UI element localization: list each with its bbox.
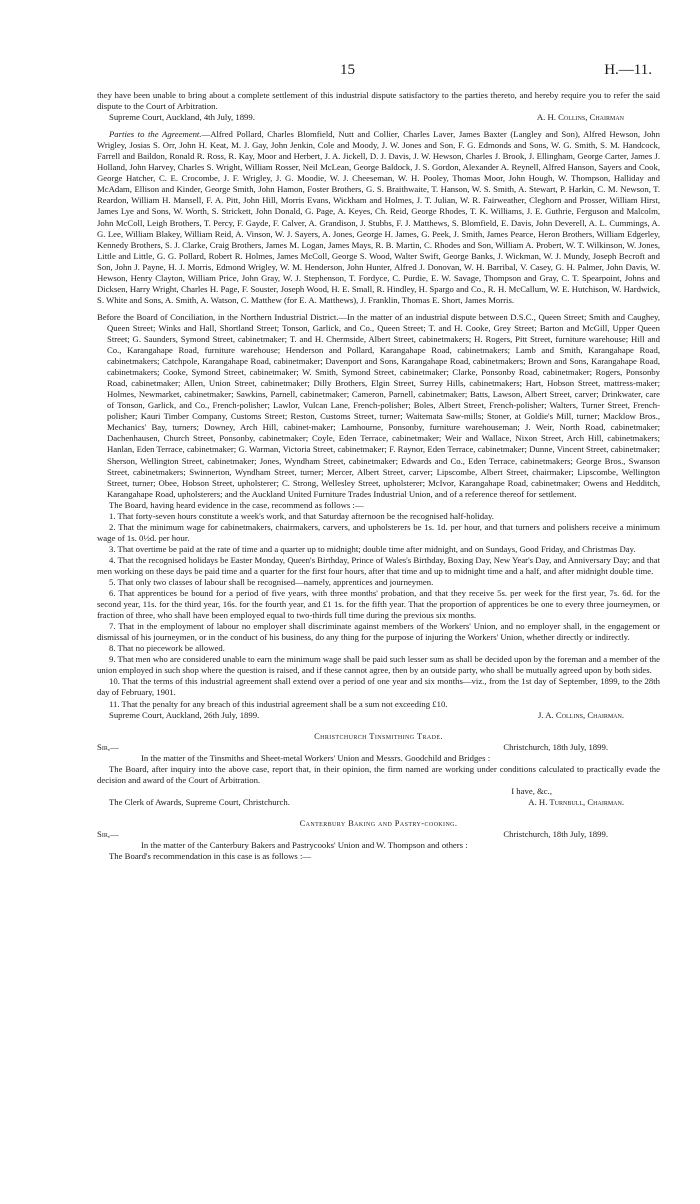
recommendation-item: 6. That apprentices be bound for a period of five years, with three months' probation, and that they receive 5s. per week for the first year, 7s. 6d. for the second year, 11s. for the third year, 16s. for the fourth year, and £1 1s. for the fifth year. That the proportion of apprentices be one to every three journeymen, or fraction of three, who shall have been employed equal to two-thirds full time during the previous six months. xyxy=(97,588,660,621)
recommendation-item: 1. That forty-seven hours constitute a week's work, and that Saturday afternoon be the recognised half-holiday. xyxy=(109,510,494,521)
paragraph-parties xyxy=(97,129,660,306)
letter-date: Christchurch, 18th July, 1899. xyxy=(503,741,608,752)
recommendation-item: 2. That the minimum wage for cabinetmakers, chairmakers, carvers, and upholsterers be 1s. 1d. per hour, and that turners and polishers receive a minimum wage of 1s. 0½d. per hour. xyxy=(97,521,660,543)
page-body xyxy=(97,90,660,862)
page-number: 15 xyxy=(340,62,355,78)
recommendation-item: 9. That men who are considered unable to earn the minimum wage shall be paid such lesser sum as shall be decided upon by the foreman and a member of the union employed in such shop where the question is raised, and if these cannot agree, then by an outside party, who shall be mutually agreed upon by both sides. xyxy=(97,654,660,676)
salutation: Sir,— xyxy=(97,741,119,752)
parties-list: —Alfred Pollard, Charles Blomfield, Nutt and Collier, Charles Laver, James Baxter (Langley and Son), Alfred Hewson, John Wrigley, Josias S. Orr, John H. Keat, M. J. Gay, John Jenkin, Cole and Moody, J. W. Jones and Son, F. G. Edmonds and Sons, W. G. Smith, S. M. Handcock, Farrell and Baildon, Ronald R. Ross, R. Kay, Moor and Herbert, J. A. Jickell, D. J. Davis, J. W. Hewson, Charles J. Brook, J. Ellingham, George Carter, James J. Holland, John Harvey, Charles S. Wright, William Rosser, Neil McLean, George Baldock, J. S. Gordon, Alexander A. Reynell, Alfred Hanson, Sayers and Cook, George Hatcher, C. E. Crocombe, J. F. Wrigley, J. G. Moodie, W. J. Cheeseman, W. H. Pooley, Thomas Moor, John Hough, W. Thompson, Halliday and McAdam, Ellison and Kinder, George Smith, John Hamon, Foster Brothers, G. S. Braithwaite, T. Hanson, W. S. Smith, A. Stewart, P. Harkin, C. M. Newson, T. Reardon, William H. Mansell, F. A. Pitt, John Hill, Morris Evans, Wickham and Holmes, J. T. Julian, W. R. Fairweather, Cleghorn and Prosser, William Hirst, James Lye and Sons, W. Worth, S. Strickett, John Donald, G. Page, A. Keyes, Ch. Reid, George Rhodes, T. K. Williams, J. E. Guthrie, Ferguson and Malcolm, John McColl, Leigh Brothers, T. Percy, F. Gayde, F. Calver, A. Grandison, J. Stubbs, F. J. Matthews, S. Blomfield, E. Davis, John Deverell, A. L. Cummings, A. G. Lee, William Blakey, William Reid, A. Vinson, W. J. Sayers, A. Jones, George H. James, G. Peek, J. Smith, James Pearce, Heron Brothers, William Edgerley, Kennedy Brothers, S. J. Clarke, Craig Brothers, James M. Logan, James Mays, R. B. Martin, C. Rhodes and Son, William A. Probert, W. T. Wilkinson, W. Jones, Little and Little, G. G. Pollard, Robert R. Holmes, James McColl, George S. Wood, Walter Swift, George Banks, J. Wickman, W. J. Mundy, Joseph Becroft and Son, John J. Payne, H. J. Morris, Edmond Wrigley, W. M. Henderson, John Hunter, Alfred J. Donovan, W. H. Barribal, V. Casey, G. H. Palmer, John Davis, W. Hewson, Henry Clayton, William Price, John Gray, W. J. Stephenson, T. Fordyce, C. Purdie, E. W. Savage, Thompson and Gray, C. T. Spearpoint, Johns and Dicksen, Harry Wright, Charles H. Page, F. Souster, Joseph Wood, H. E. Small, R. Hindley, H. Spargo and Co., R. H. McCallum, W. E. Hutchison, W. Hardwick, S. White and Sons, A. Smith, A. Watson, C. Matthew (for E. A. Matthews), J. Franklin, Thomas E. Short, James Morris. xyxy=(97,129,660,305)
signature-line xyxy=(97,797,660,808)
paragraph-before-board: Before the Board of Conciliation, in the Northern Industrial District.—In the matter of an industrial dispute between D.S.C., Queen Street; Smith and Caughey, Queen Street; Winks and Hall, Shortland Street; Tonson, Garlick, and Co., Queen Street; T. and H. Cooke, Grey Street; Barton and McGill, Upper Queen Street; G. Saunders, Symond Street, cabinetmaker; T. and H. Chermside, Albert Street, cabinetmakers; H. Rogers, Pitt Street, furniture warehouse; Hill and Co., Karangahape Road, furniture warehouse; Henderson and Pollard, Karangahape Road, cabinetmakers; Lamb and Smith, Karangahape Road, cabinetmakers; Catchpole, Karangahape Road, cabinetmaker; Davenport and Sons, Karangahape Road, cabinetmakers; Brown and Sons, Karangahape Road, cabinetmakers; Cooke, Symond Street, cabinetmaker; W. Smith, Symond Street, cabinetmaker; Clarke, Ponsonby Road, cabinetmaker; Rogers, Ponsonby Road, cabinetmaker; Allen, Union Street, cabinetmaker; Dilly Brothers, Elgin Street, Surrey Hills, cabinetmakers; Hart, Hobson Street, mattress-maker; Holmes, Newmarket, cabinetmaker; Sawkins, Parnell, cabinetmaker; Cameron, Parnell, cabinetmaker; Batts, Lawson, Albert Street, carver; Drinkwater, care of Tonson, Garlick, and Co., French-polisher; Lawlor, Vulcan Lane, French-polisher; Boles, Albert Street, French-polisher; Walters, Turner Street, French-polisher; Kauri Timber Company, Customs Street; Reston, Customs Street, turner; Waitemata Saw-mills; Stoner, at Goldie's Mill, turner; Macklow Bros., Mechanics' Bay, turners; Downey, Arch Hill, cabinet-maker; Lamhourne, Ponsonby, furniture warehouseman; J. Weir, North Road, cabinetmaker; Dachenhausen, Church Street, Ponsonby, cabinetmaker; Coyle, Eden Terrace, cabinetmaker; Weir and Wallace, Nixon Street, Arch Hill, cabinetmakers; Hanlan, Eden Terrace, cabinetmaker; G. Warman, Victoria Street, cabinetmaker; F. Raynor, Eden Terrace, cabinetmaker; Dunne, Vincent Street, cabinetmaker; Sherson, Wellington Street, cabinetmaker; Jones, Wyndham Street, cabinetmaker; Edwards and Co., Eden Terrace, cabinetmakers; George Bros., Swanson Street, cabinetmakers; Swinnerton, Wyndham Street, turner; Mercer, Albert Street, carver; Lipscombe, Albert Street, chairmaker; Lipscombe, Wellington Street, turner; Obee, Hobson Street, upholsterer; C. Strong, Wellesley Street, upholsterer; McIvor, Karangahape Road, cabinetmaker; Owens and Hedditch, Karangahape Road, upholsterers; and the Auckland United Furniture Trades Industrial Union, and of a reference thereof for settlement. xyxy=(97,311,660,499)
recommendation-item: 7. That in the employment of labour no employer shall discriminate against members of the Workers' Union, and no employer shall, in the engagement or dismissal of his journeymen, or in the conduct of his business, do any thing for the purpose of injuring the Workers' Union, whether directly or indirectly. xyxy=(97,621,660,643)
addressee: The Clerk of Awards, Supreme Court, Christchurch. xyxy=(109,796,290,807)
salutation-row xyxy=(97,829,660,840)
board-recommendation: The Board's recommendation in this case is as follows :— xyxy=(109,851,312,862)
recommendation-item: 10. That the terms of this industrial agreement shall extend over a period of one year and six months—viz., from the 1st day of September, 1899, to the 28th day of February, 1901. xyxy=(97,676,660,698)
place-date: Supreme Court, Auckland, 26th July, 1899. xyxy=(109,709,260,720)
letter-closing: I have, &c., xyxy=(511,785,552,796)
parties-label: Parties to the Agreement. xyxy=(109,129,202,140)
section-heading-baking: Canterbury Baking and Pastry-cooking. xyxy=(299,817,458,828)
section-heading-tinsmithing: Christchurch Tinsmithing Trade. xyxy=(314,730,443,741)
letter-date: Christchurch, 18th July, 1899. xyxy=(503,829,608,839)
recommend-intro: The Board, having heard evidence in the case, recommend as follows :— xyxy=(109,499,364,510)
salutation-row xyxy=(97,742,660,753)
recommendation-item: 5. That only two classes of labour shall be recognised—namely, apprentices and journeymen. xyxy=(109,577,434,588)
board-report: The Board, after inquiry into the above case, report that, in their opinion, the firm named are working under conditions calculated to practically evade the decision and award of the Court of Arbitration. xyxy=(97,763,660,785)
salutation: Sir,— xyxy=(97,829,119,839)
recommendation-item: 11. That the penalty for any breach of this industrial agreement shall be a sum not exceeding £10. xyxy=(109,698,448,709)
place-date: Supreme Court, Auckland, 4th July, 1899. xyxy=(109,112,255,123)
matter-line: In the matter of the Tinsmiths and Sheet-metal Workers' Union and Messrs. Goodchild and Bridges : xyxy=(141,752,491,763)
chairman-signature: J. A. Collins, Chairman. xyxy=(538,709,624,720)
recommendation-item: 3. That overtime be paid at the rate of time and a quarter up to midnight; double time after midnight, and on Sundays, Good Friday, and Christmas Day. xyxy=(109,543,636,554)
matter-line: In the matter of the Canterbury Bakers and Pastrycooks' Union and W. Thompson and others : xyxy=(141,840,468,851)
chairman-signature: A. H. Turnbull, Chairman. xyxy=(528,796,624,807)
recommendation-item: 8. That no piecework be allowed. xyxy=(109,643,225,654)
signature-line xyxy=(97,710,660,721)
chairman-signature: A. H. Collins, Chairman xyxy=(536,112,624,123)
paragraph-dispute-referral: they have been unable to bring about a complete settlement of this industrial dispute satisfactory to the parties thereto, and hereby require you to refer the said dispute to the Court of Arbitration. xyxy=(97,90,660,112)
signature-line xyxy=(97,112,660,123)
document-reference: H.—11. xyxy=(604,62,652,78)
recommendation-item: 4. That the recognised holidays be Easter Monday, Queen's Birthday, Prince of Wales's Birthday, Boxing Day, New Year's Day, and Anniversary Day; and that men working on these days be paid time and a quarter for the first four hours, after that time and up to midnight time and a half, and after midnight double time. xyxy=(97,554,660,576)
page-header xyxy=(0,62,700,82)
